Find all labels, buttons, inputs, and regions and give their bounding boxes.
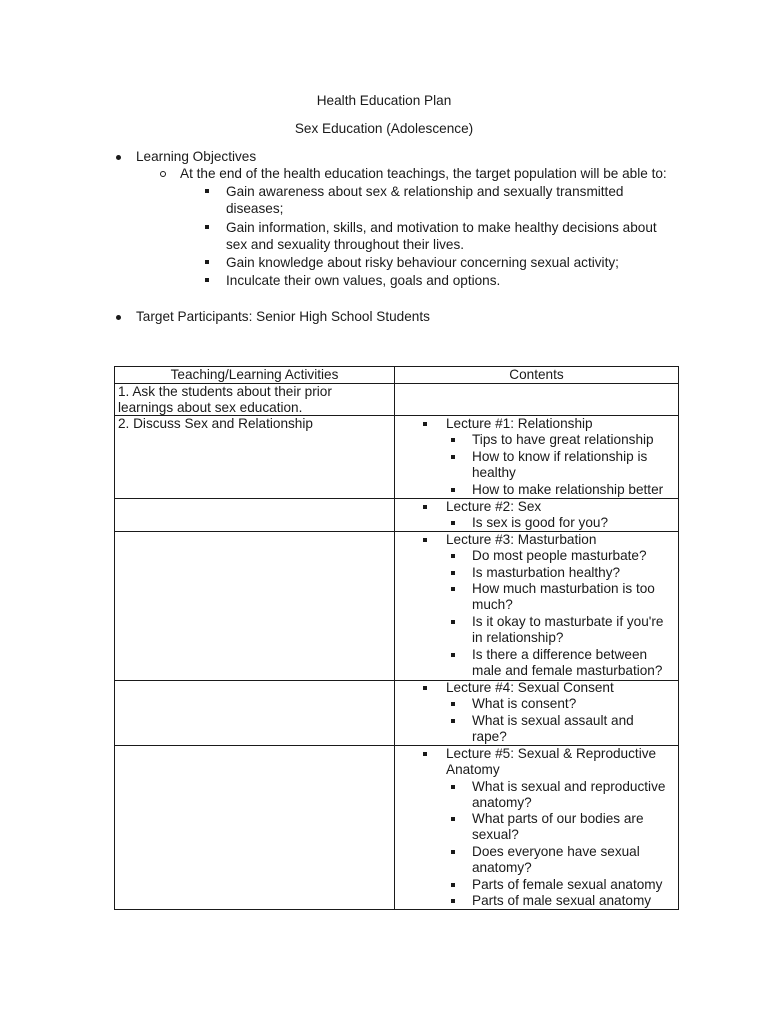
- lecture-title-cont: Anatomy: [446, 762, 500, 777]
- lecture-topic: What is consent?: [472, 696, 577, 711]
- lecture-topic: How to know if relationship is: [472, 449, 648, 464]
- lecture-topic: Is it okay to masturbate if you're: [472, 614, 664, 629]
- lecture-topic: Parts of female sexual anatomy: [472, 877, 663, 892]
- objectives-intro: At the end of the health education teachings, the target population will be able to:: [180, 166, 667, 181]
- bullet-square-icon: [451, 571, 455, 575]
- lecture-title: Lecture #4: Sexual Consent: [446, 680, 614, 695]
- bullet-square-icon: [451, 554, 455, 558]
- activity-text: 1. Ask the students about their prior: [118, 384, 332, 399]
- bullet-square-icon: [451, 587, 455, 591]
- bullet-square-icon: [423, 752, 427, 756]
- lecture-topic-cont: anatomy?: [472, 795, 532, 810]
- objective-item: Gain information, skills, and motivation to make healthy decisions about: [226, 220, 657, 235]
- bullet-square-icon: [451, 620, 455, 624]
- bullet-square-icon: [205, 278, 209, 282]
- bullet-disc-icon: [116, 315, 121, 320]
- bullet-square-icon: [423, 422, 427, 426]
- objective-item: Gain awareness about sex & relationship and sexually transmitted: [226, 184, 624, 199]
- objective-item-cont: sex and sexuality throughout their lives.: [226, 237, 465, 252]
- bullet-square-icon: [451, 455, 455, 459]
- bullet-square-icon: [451, 653, 455, 657]
- table-header-contents: Contents: [509, 367, 564, 382]
- lecture-topic-cont: healthy: [472, 465, 516, 480]
- lecture-topic-cont: male and female masturbation?: [472, 663, 663, 678]
- lecture-topic-cont: anatomy?: [472, 860, 532, 875]
- lecture-topic-cont: much?: [472, 597, 513, 612]
- objective-item-cont: diseases;: [226, 201, 284, 216]
- bullet-square-icon: [451, 785, 455, 789]
- objective-item: Inculcate their own values, goals and options.: [226, 273, 501, 288]
- bullet-square-icon: [451, 521, 455, 525]
- bullet-square-icon: [423, 686, 427, 690]
- lecture-topic: Does everyone have sexual: [472, 844, 640, 859]
- lecture-title: Lecture #2: Sex: [446, 499, 542, 514]
- lecture-topic-cont: rape?: [472, 729, 507, 744]
- lecture-topic: Is masturbation healthy?: [472, 565, 621, 580]
- bullet-square-icon: [205, 225, 209, 229]
- page-title: Health Education Plan: [316, 93, 452, 108]
- bullet-square-icon: [451, 719, 455, 723]
- lecture-topic: How much masturbation is too: [472, 581, 655, 596]
- lecture-topic: What parts of our bodies are: [472, 811, 644, 826]
- bullet-circle-icon: [160, 171, 166, 177]
- bullet-square-icon: [205, 260, 209, 264]
- lecture-topic: Is there a difference between: [472, 647, 648, 662]
- bullet-square-icon: [423, 538, 427, 542]
- lecture-topic: Parts of male sexual anatomy: [472, 893, 652, 908]
- objectives-heading: Learning Objectives: [136, 149, 257, 164]
- activity-text: 2. Discuss Sex and Relationship: [118, 416, 313, 431]
- bullet-square-icon: [205, 189, 209, 193]
- lecture-topic: How to make relationship better: [472, 482, 664, 497]
- target-participants: Target Participants: Senior High School Students: [136, 309, 430, 324]
- lecture-title: Lecture #5: Sexual & Reproductive: [446, 746, 657, 761]
- bullet-square-icon: [451, 702, 455, 706]
- bullet-disc-icon: [116, 155, 121, 160]
- lecture-topic: What is sexual assault and: [472, 713, 634, 728]
- table-header-activities: Teaching/Learning Activities: [170, 367, 339, 382]
- lecture-topic-cont: in relationship?: [472, 630, 564, 645]
- bullet-square-icon: [423, 505, 427, 509]
- page-subtitle: Sex Education (Adolescence): [294, 121, 474, 136]
- lecture-topic: What is sexual and reproductive: [472, 779, 666, 794]
- activity-text-cont: learnings about sex education.: [118, 400, 303, 415]
- bullet-square-icon: [451, 438, 455, 442]
- bullet-square-icon: [451, 817, 455, 821]
- lecture-topic: Tips to have great relationship: [472, 432, 654, 447]
- lecture-topic: Do most people masturbate?: [472, 548, 647, 563]
- bullet-square-icon: [451, 488, 455, 492]
- lecture-topic: Is sex is good for you?: [472, 515, 609, 530]
- lecture-title: Lecture #1: Relationship: [446, 416, 593, 431]
- bullet-square-icon: [451, 850, 455, 854]
- lecture-title: Lecture #3: Masturbation: [446, 532, 597, 547]
- lecture-topic-cont: sexual?: [472, 827, 519, 842]
- bullet-square-icon: [451, 899, 455, 903]
- objective-item: Gain knowledge about risky behaviour concerning sexual activity;: [226, 255, 619, 270]
- bullet-square-icon: [451, 883, 455, 887]
